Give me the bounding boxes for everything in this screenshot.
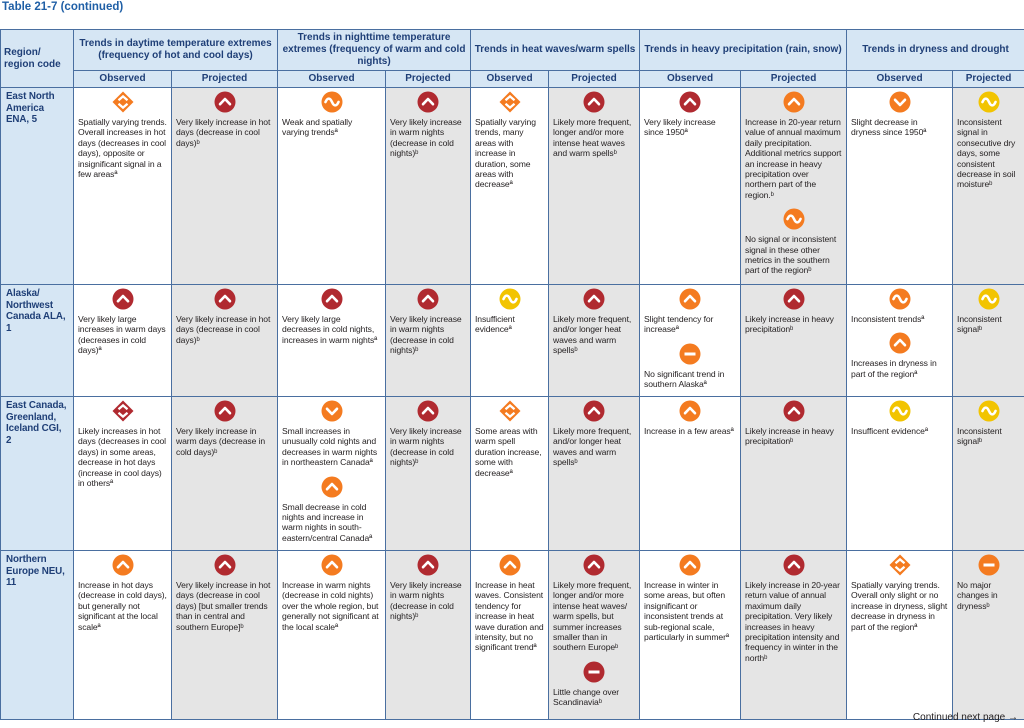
trend-text: Some areas with warm spell duration increase, some with decreaseª [475, 426, 542, 478]
regional-trends-table [0, 29, 1024, 720]
increase-trend-icon [417, 554, 439, 576]
increase-trend-icon [417, 400, 439, 422]
observed-cell [471, 285, 549, 397]
group-header-drought: Trends in dryness and drought [847, 30, 1024, 71]
increase-trend-icon [679, 91, 701, 113]
projected-cell [741, 88, 847, 285]
projected-cell [741, 285, 847, 397]
increase-trend-icon [214, 400, 236, 422]
increase-trend-icon [583, 554, 605, 576]
trend-text: Inconsistent trendsª [851, 314, 925, 324]
trend-text-secondary: Little change over Scandinaviaᵇ [553, 686, 620, 708]
projected-cell [549, 88, 640, 285]
observed-cell [278, 397, 386, 551]
projected-cell [386, 88, 471, 285]
decrease-trend-icon [889, 91, 911, 113]
increase-trend-icon [214, 288, 236, 310]
trend-text: Spatially varying trends, many areas with increase in duration, some areas with decreaseª [475, 117, 536, 190]
trend-text: Very likely increase in warm nights (decrease in cold nights)ᵇ [390, 117, 462, 159]
observed-cell [471, 551, 549, 720]
decrease-trend-icon [321, 400, 343, 422]
observed-cell [847, 551, 953, 720]
no-change-trend-icon [978, 554, 1000, 576]
trend-text: Slight decrease in dryness since 1950ª [851, 117, 927, 138]
increase-trend-icon [321, 476, 343, 498]
inconsistent-trend-icon [499, 288, 521, 310]
trend-text-secondary: No signal or inconsistent signal in these other metrics in the southern part of the regionᵇ [745, 234, 837, 276]
varying-trend-icon [112, 91, 134, 113]
trend-text: Increase in a few areasª [644, 426, 734, 436]
trend-text: Very likely large increases in warm days (decreases in cold days)ª [78, 314, 166, 356]
observed-cell [640, 397, 741, 551]
projected-cell [741, 397, 847, 551]
increase-trend-icon [583, 288, 605, 310]
increase-trend-icon [583, 91, 605, 113]
observed-cell [278, 285, 386, 397]
observed-column-header: Observed [640, 71, 741, 88]
group-header-nighttime: Trends in nighttime temperature extremes (frequency of warm and cold nights) [278, 30, 471, 71]
trend-text: Slight tendency for increaseª [644, 314, 714, 335]
projected-cell [953, 551, 1024, 720]
table-title: Table 21-7 (continued) [2, 1, 124, 13]
trend-text: Inconsistent signalᵇ [957, 314, 1002, 335]
projected-cell [549, 285, 640, 397]
trend-text: Increase in heat waves. Consistent tendency for increase in heat wave duration and intensity, but no significant trendª [475, 580, 544, 653]
increase-trend-icon [321, 288, 343, 310]
observed-cell [847, 285, 953, 397]
inconsistent-trend-icon [978, 400, 1000, 422]
trend-text: Weak and spatially varying trendsª [282, 117, 353, 138]
table-row [1, 285, 1024, 397]
trend-text: Insufficient evidenceª [475, 314, 515, 335]
observed-cell [471, 397, 549, 551]
trend-text: Very likely increase in hot days (decrease in cool days)ᵇ [176, 117, 271, 148]
trend-text: Likely more frequent, and/or longer heat waves and warm spellsᵇ [553, 426, 632, 468]
trend-text: Likely more frequent, and/or longer heat waves and warm spellsᵇ [553, 314, 632, 356]
trend-text-secondary: Small decrease in cold nights and increase in warm nights in south-eastern/central Canadaª [282, 501, 373, 543]
projected-column-header: Projected [741, 71, 847, 88]
trend-text: Spatially varying trends. Overall only slight or no increase in dryness, slight decrease in dryness in part of the regionª [851, 580, 948, 632]
trend-text: Likely more frequent, longer and/or more intense heat waves and warm spellsᵇ [553, 117, 632, 159]
increase-trend-icon [112, 288, 134, 310]
projected-cell [953, 88, 1024, 285]
projected-cell [386, 397, 471, 551]
trend-text: Very likely increase in hot days (decrease in cool days)ᵇ [176, 314, 271, 345]
observed-column-header: Observed [847, 71, 953, 88]
region-header-label: Region/ region code [4, 46, 61, 70]
table-row [1, 397, 1024, 551]
projected-cell [172, 88, 278, 285]
observed-cell [74, 397, 172, 551]
trend-text: Small increases in unusually cold nights and decreases in warm nights in northeastern Canadaª [282, 426, 378, 468]
trend-text-secondary: Increases in dryness in part of the regionª [851, 358, 937, 379]
trend-text: Very likely increase in warm nights (decrease in cold nights)ᵇ [390, 426, 462, 468]
observed-column-header: Observed [471, 71, 549, 88]
region-name: Alaska/ Northwest Canada ALA, 1 [1, 285, 74, 397]
trend-text: Inconsistent signalᵇ [957, 426, 1002, 447]
increase-trend-icon [214, 91, 236, 113]
group-header-precipitation: Trends in heavy precipitation (rain, snow) [640, 30, 847, 71]
varying-trend-icon [499, 400, 521, 422]
projected-cell [741, 551, 847, 720]
region-name: Northern Europe NEU, 11 [1, 551, 74, 720]
increase-trend-icon [417, 91, 439, 113]
increase-trend-icon [583, 400, 605, 422]
trend-text: Very likely increase since 1950ª [644, 117, 716, 138]
increase-trend-icon [783, 288, 805, 310]
observed-column-header: Observed [74, 71, 172, 88]
projected-cell [953, 285, 1024, 397]
trend-text: No major changes in drynessᵇ [957, 580, 998, 611]
trend-text: Inconsistent signal in consecutive dry days, some consistent decrease in soil moistureᵇ [957, 117, 1016, 190]
no-change-trend-icon [679, 343, 701, 365]
trend-text: Increase in hot days (decrease in cold days), but generally not significant at the local scaleª [78, 580, 167, 632]
trend-text: Likely increases in hot days (decreases in cool days) in some areas, decrease in hot days (increase in cool days) in othersª [78, 426, 166, 489]
trend-text: Increase in winter in some areas, but often insignificant or inconsistent trends at sub-regional scale, particularly in summerª [644, 580, 729, 643]
observed-cell [847, 397, 953, 551]
observed-cell [640, 551, 741, 720]
continued-note: Continued next page → [912, 712, 1018, 723]
projected-column-header: Projected [953, 71, 1024, 88]
varying-trend-icon [889, 554, 911, 576]
increase-trend-icon [679, 554, 701, 576]
trend-text: Very likely large decreases in cold nights, increases in warm nightsª [282, 314, 378, 345]
observed-cell [471, 88, 549, 285]
projected-cell [386, 285, 471, 397]
inconsistent-trend-icon [978, 288, 1000, 310]
projected-cell [549, 551, 640, 720]
observed-column-header: Observed [278, 71, 386, 88]
trend-text: Likely more frequent, longer and/or more intense heat waves/ warm spells, but summer increases smaller than in southern Europeᵇ [553, 580, 632, 653]
trend-text: Spatially varying trends. Overall increases in hot days (decreases in cool days), opposite or insignificant signal in a few areasª [78, 117, 167, 180]
observed-cell [278, 551, 386, 720]
inconsistent-trend-icon [889, 288, 911, 310]
group-header-heatwaves: Trends in heat waves/warm spells [471, 30, 640, 71]
trend-text: Increase in warm nights (decrease in cold nights) over the whole region, but generally not significant at the local scaleª [282, 580, 379, 632]
projected-cell [953, 397, 1024, 551]
increase-trend-icon [889, 332, 911, 354]
inconsistent-trend-icon [783, 208, 805, 230]
increase-trend-icon [783, 554, 805, 576]
increase-trend-icon [499, 554, 521, 576]
inconsistent-trend-icon [321, 91, 343, 113]
observed-cell [640, 88, 741, 285]
increase-trend-icon [679, 288, 701, 310]
trend-text: Insufficent evidenceª [851, 426, 928, 436]
observed-cell [74, 551, 172, 720]
observed-cell [74, 285, 172, 397]
table-row [1, 551, 1024, 720]
no-change-trend-icon [583, 661, 605, 683]
projected-cell [386, 551, 471, 720]
increase-trend-icon [321, 554, 343, 576]
projected-column-header: Projected [549, 71, 640, 88]
group-header-daytime: Trends in daytime temperature extremes (frequency of hot and cool days) [74, 30, 278, 71]
trend-text: Increase in 20-year return value of annual maximum daily precipitation. Additional metrics support an increase in heavy precipitation over northern part of the region.ᵇ [745, 117, 842, 200]
observed-cell [640, 285, 741, 397]
increase-trend-icon [783, 400, 805, 422]
observed-cell [278, 88, 386, 285]
increase-trend-icon [783, 91, 805, 113]
increase-trend-icon [679, 400, 701, 422]
observed-cell [847, 88, 953, 285]
increase-trend-icon [417, 288, 439, 310]
observed-cell [74, 88, 172, 285]
trend-text: Very likely increase in warm nights (decrease in cold nights)ᵇ [390, 314, 462, 356]
projected-cell [172, 551, 278, 720]
increase-trend-icon [214, 554, 236, 576]
trend-text: Likely increase in heavy precipitationᵇ [745, 426, 834, 447]
region-header [1, 30, 74, 88]
inconsistent-trend-icon [978, 91, 1000, 113]
table-row [1, 88, 1024, 285]
trend-text: Likely increase in 20-year return value of annual maximum daily precipitation. Very likely increases in heavy precipitation intensity and frequency in winter in the northᵇ [745, 580, 840, 663]
projected-column-header: Projected [172, 71, 278, 88]
projected-cell [549, 397, 640, 551]
region-name: East North America ENA, 5 [1, 88, 74, 285]
varying-trend-icon [499, 91, 521, 113]
trend-text: Likely increase in heavy precipitationᵇ [745, 314, 834, 335]
projected-cell [172, 397, 278, 551]
trend-text: Very likely increase in warm nights (decrease in cold nights)ᵇ [390, 580, 462, 622]
trend-text: Very likely increase in hot days (decrease in cool days) [but smaller trends than in central and southern Europe]ᵇ [176, 580, 271, 632]
varying-trend-icon [112, 400, 134, 422]
projected-cell [172, 285, 278, 397]
projected-column-header: Projected [386, 71, 471, 88]
trend-text-secondary: No significant trend in southern Alaskaª [644, 368, 725, 390]
region-name: East Canada, Greenland, Iceland CGI, 2 [1, 397, 74, 551]
trend-text: Very likely increase in warm days (decrease in cold days)ᵇ [176, 426, 266, 457]
inconsistent-trend-icon [889, 400, 911, 422]
increase-trend-icon [112, 554, 134, 576]
